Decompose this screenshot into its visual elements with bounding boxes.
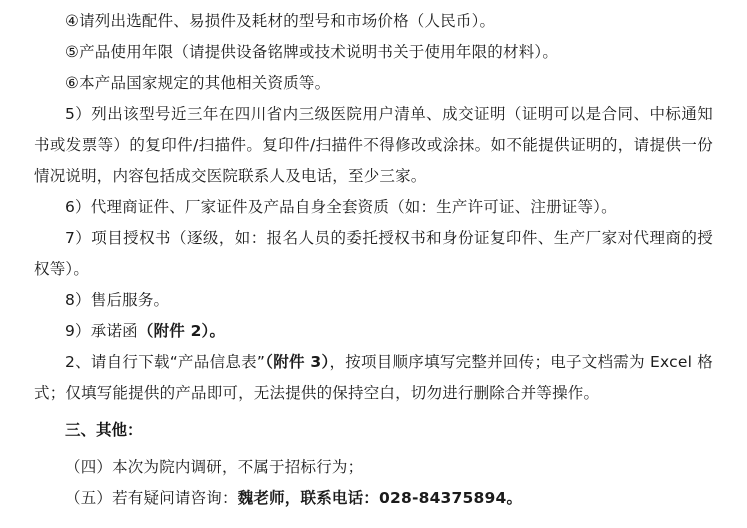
attachment-reference-3: （附件 3） bbox=[265, 353, 330, 371]
section-heading-other: 三、其他： bbox=[65, 421, 143, 439]
text-run: 9）承诺函 bbox=[65, 322, 138, 340]
paragraph-item-5: ⑤产品使用年限（请提供设备铭牌或技术说明书关于使用年限的材料）。 bbox=[65, 43, 559, 61]
paragraph-requirement-7: 7）项目授权书（逐级，如：报名人员的委托授权书和身份证复印件、生产厂家对代理商的授权等）。 bbox=[34, 229, 713, 278]
paragraph-requirement-5: 5）列出该型号近三年在四川省内三级医院用户清单、成交证明（证明可以是合同、中标通知书或发票等）的复印件/扫描件。复印件/扫描件不得修改或涂抹。如不能提供证明的，请提供一份情况说明，内容包括成交医院联系人及电话，至少三家。 bbox=[34, 105, 713, 185]
contact-info: 魏老师，联系电话：028-84375894。 bbox=[237, 489, 523, 507]
paragraph-note-four: （四）本次为院内调研，不属于招标行为； bbox=[65, 458, 364, 476]
text-run: 2、请自行下载“产品信息表” bbox=[65, 353, 266, 371]
paragraph-requirement-6: 6）代理商证件、厂家证件及产品自身全套资质（如：生产许可证、注册证等）。 bbox=[65, 198, 617, 216]
paragraph-item-6: ⑥本产品国家规定的其他相关资质等。 bbox=[65, 74, 331, 92]
paragraph-product-info-table bbox=[34, 347, 713, 409]
attachment-reference-2: （附件 2）。 bbox=[137, 322, 226, 340]
paragraph-item-4: ④请列出选配件、易损件及耗材的型号和市场价格（人民币）。 bbox=[65, 12, 496, 30]
paragraph-requirement-9 bbox=[34, 316, 713, 347]
paragraph-note-five bbox=[34, 483, 713, 514]
paragraph-requirement-8: 8）售后服务。 bbox=[65, 291, 170, 309]
text-run: ，按项目顺序填写完整并回传；电子文档需为 Excel 格式；仅填写能提供的产品即可，无法提供的保持空白，切勿进行删除合并等操作。 bbox=[34, 353, 713, 402]
text-run: （五）若有疑问请咨询： bbox=[65, 489, 238, 507]
